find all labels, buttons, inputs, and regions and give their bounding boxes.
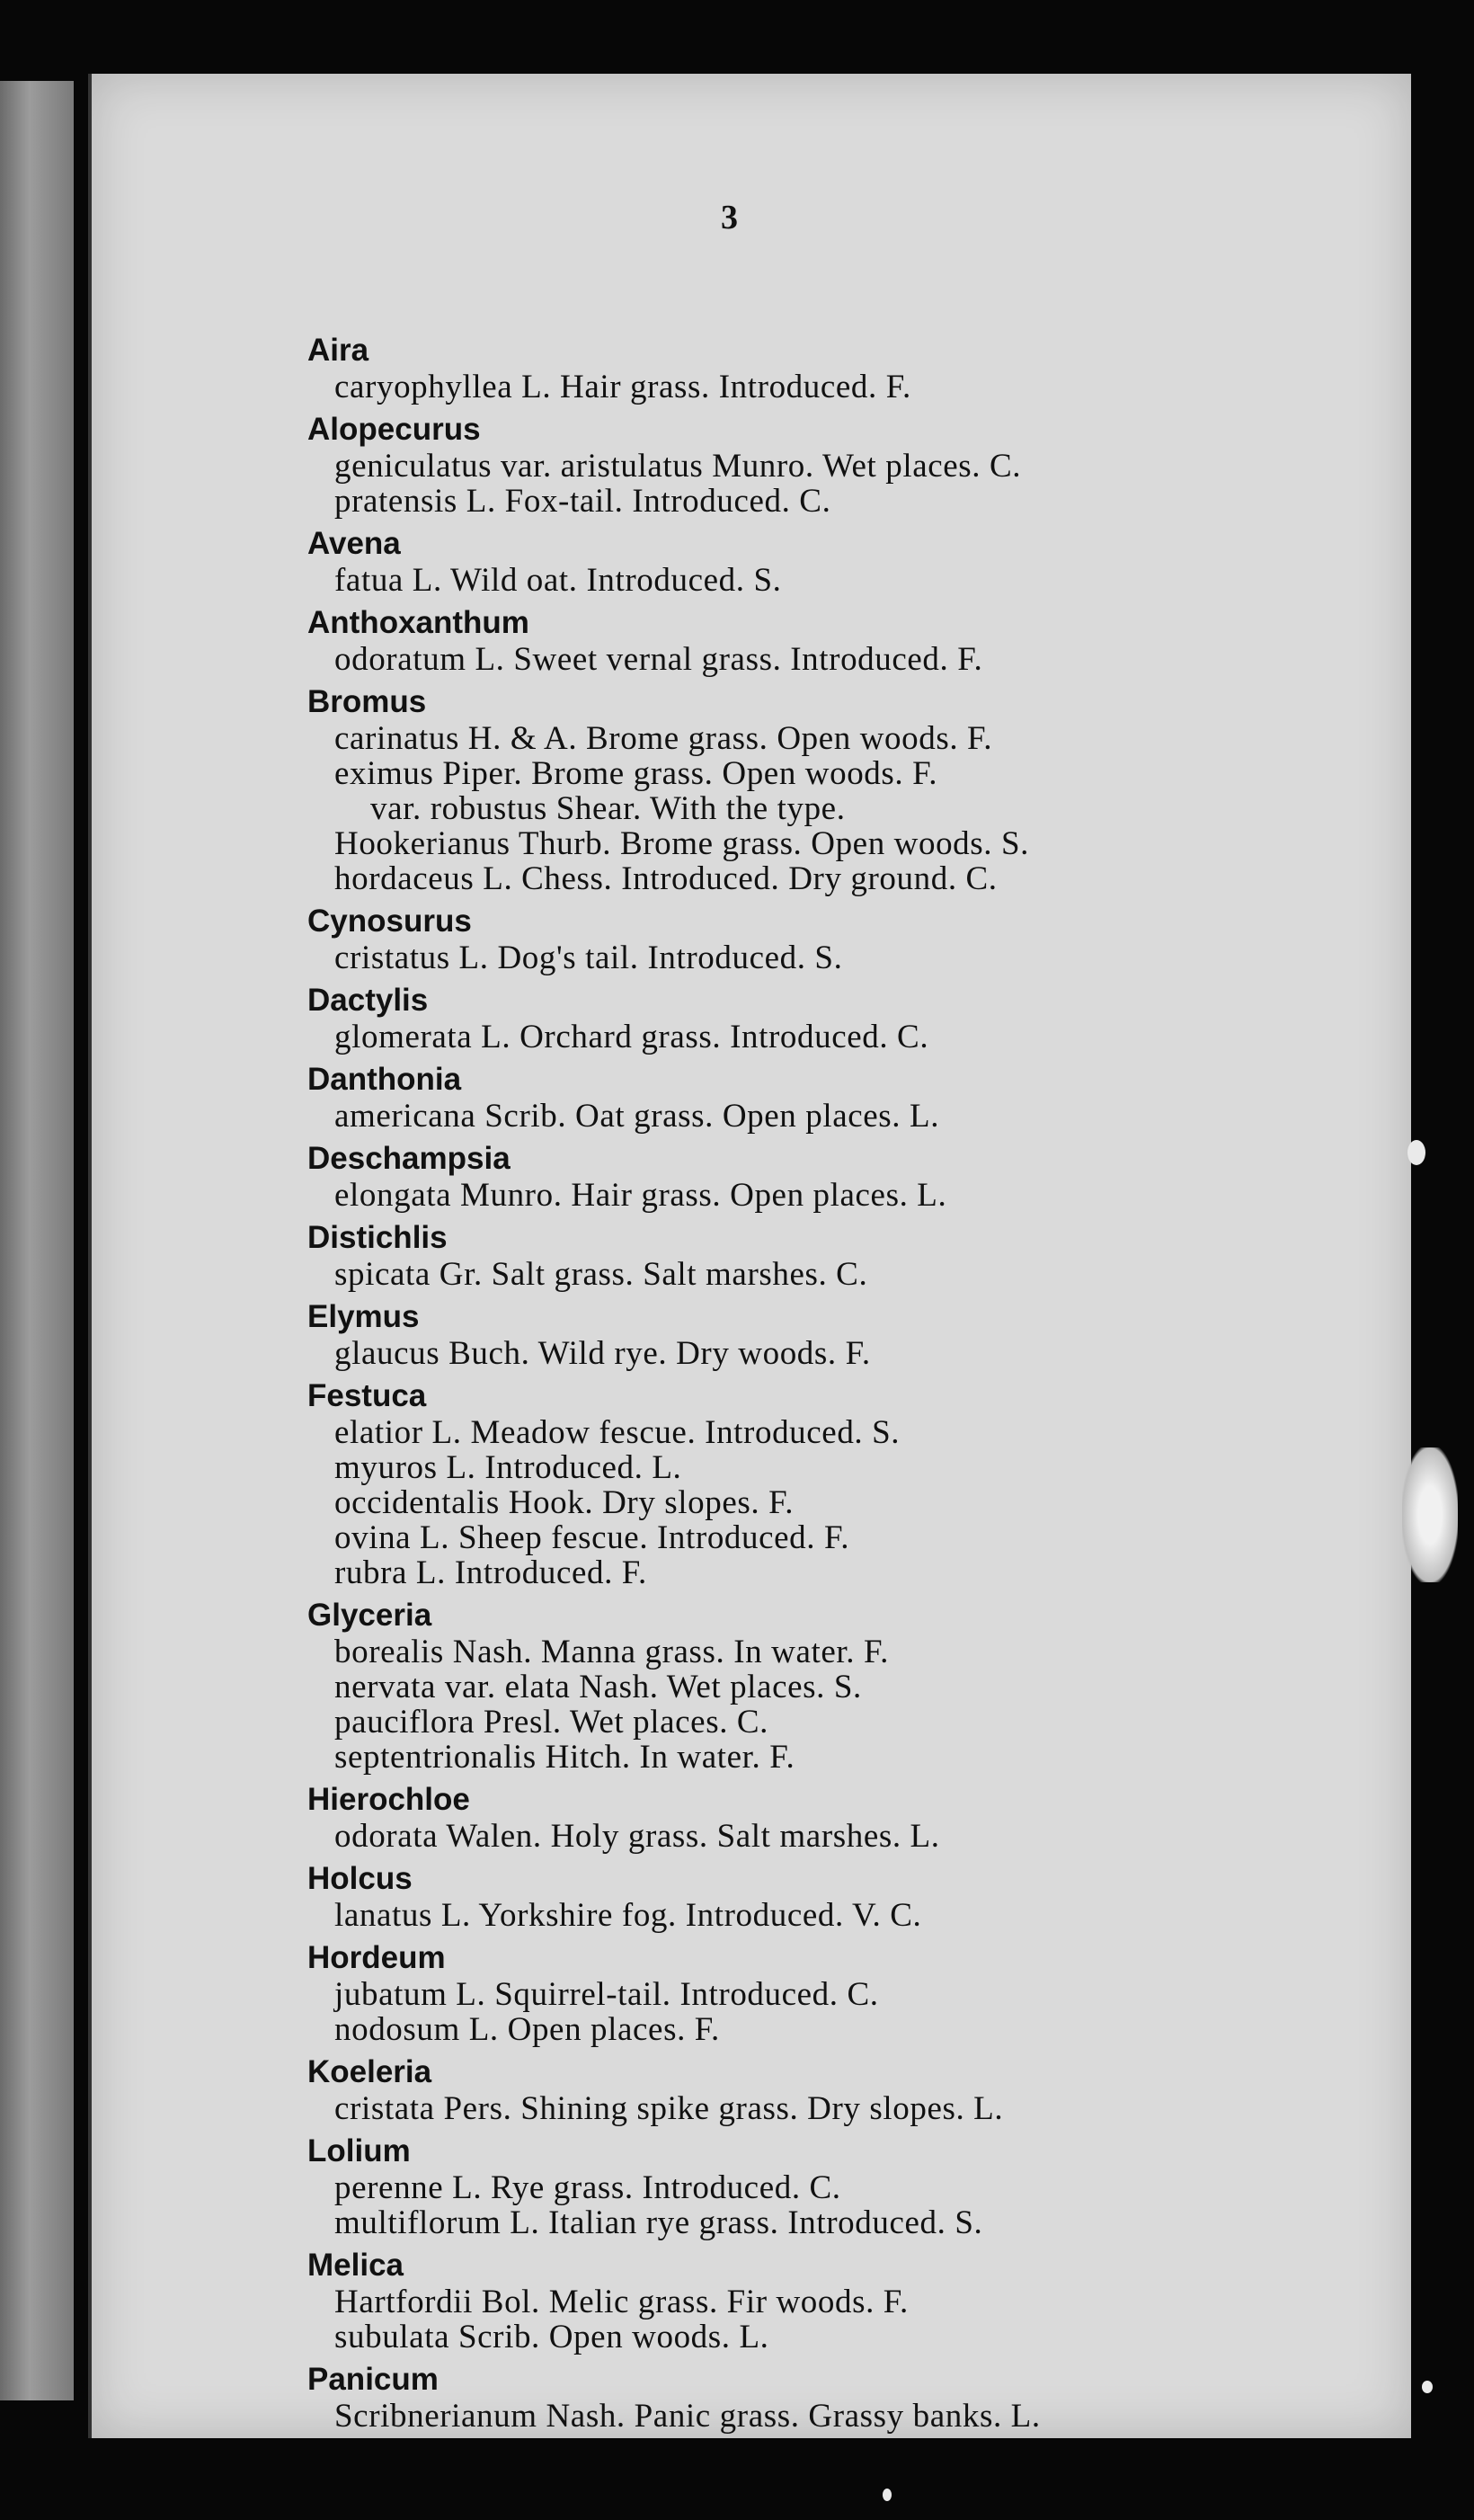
genus-heading: Anthoxanthum: [307, 605, 529, 640]
species-entry: glomerata L. Orchard grass. Introduced. C.: [334, 1019, 929, 1055]
species-entry: septentrionalis Hitch. In water. F.: [334, 1739, 795, 1776]
genus-heading: Holcus: [307, 1861, 413, 1896]
species-entry: americana Scrib. Oat grass. Open places. L.: [334, 1098, 940, 1135]
species-entry: fatua L. Wild oat. Introduced. S.: [334, 562, 782, 599]
species-entry: carinatus H. & A. Brome grass. Open woods. F.: [334, 720, 993, 757]
genus-heading: Festuca: [307, 1378, 427, 1413]
genus-heading: Hordeum: [307, 1940, 446, 1975]
variety-entry: var. robustus Shear. With the type.: [370, 790, 846, 827]
genus-heading: Avena: [307, 526, 401, 561]
species-entry: elongata Munro. Hair grass. Open places. L.: [334, 1177, 947, 1214]
adjacent-page-edge: [0, 81, 74, 2400]
species-entry: cristata Pers. Shining spike grass. Dry slopes. L.: [334, 2090, 1004, 2127]
genus-heading: Hierochloe: [307, 1782, 470, 1817]
genus-heading: Danthonia: [307, 1062, 462, 1097]
paper-speck: [1422, 2381, 1433, 2393]
genus-heading: Koeleria: [307, 2054, 432, 2089]
species-entry: cristatus L. Dog's tail. Introduced. S.: [334, 939, 843, 976]
genus-heading: Bromus: [307, 684, 427, 719]
torn-paper-fragment: [1402, 1447, 1458, 1582]
species-entry: multiflorum L. Italian rye grass. Introduced. S.: [334, 2204, 983, 2241]
species-entry: odorata Walen. Holy grass. Salt marshes. L.: [334, 1818, 940, 1855]
species-entry: pratensis L. Fox-tail. Introduced. C.: [334, 483, 831, 520]
species-entry: myuros L. Introduced. L.: [334, 1449, 682, 1486]
species-entry: nervata var. elata Nash. Wet places. S.: [334, 1669, 862, 1705]
species-entry: caryophyllea L. Hair grass. Introduced. F.: [334, 369, 911, 405]
paper-speck: [883, 2489, 892, 2501]
genus-heading: Cynosurus: [307, 904, 472, 939]
genus-heading: Panicum: [307, 2362, 439, 2397]
species-entry: pauciflora Presl. Wet places. C.: [334, 1704, 769, 1741]
genus-heading: Melica: [307, 2248, 404, 2283]
species-entry: occidentalis Hook. Dry slopes. F.: [334, 1484, 795, 1521]
species-entry: Hartfordii Bol. Melic grass. Fir woods. F.: [334, 2284, 909, 2320]
species-list: [307, 325, 1386, 2434]
book-page: [88, 74, 1411, 2438]
species-entry: subulata Scrib. Open woods. L.: [334, 2319, 769, 2355]
genus-heading: Aira: [307, 333, 369, 368]
genus-heading: Deschampsia: [307, 1141, 511, 1176]
genus-heading: Lolium: [307, 2133, 411, 2168]
species-entry: Scribnerianum Nash. Panic grass. Grassy banks. L.: [334, 2398, 1041, 2435]
species-entry: borealis Nash. Manna grass. In water. F.: [334, 1634, 890, 1670]
species-entry: rubra L. Introduced. F.: [334, 1554, 647, 1591]
species-entry: perenne L. Rye grass. Introduced. C.: [334, 2169, 841, 2206]
species-entry: eximus Piper. Brome grass. Open woods. F.: [334, 755, 938, 792]
genus-heading: Elymus: [307, 1299, 420, 1334]
species-entry: spicata Gr. Salt grass. Salt marshes. C.: [334, 1256, 868, 1293]
species-entry: lanatus L. Yorkshire fog. Introduced. V. C.: [334, 1897, 922, 1934]
species-entry: Hookerianus Thurb. Brome grass. Open woods. S.: [334, 825, 1030, 862]
species-entry: hordaceus L. Chess. Introduced. Dry ground. C.: [334, 860, 998, 897]
species-entry: glaucus Buch. Wild rye. Dry woods. F.: [334, 1335, 871, 1372]
genus-heading: Distichlis: [307, 1220, 448, 1255]
species-entry: jubatum L. Squirrel-tail. Introduced. C.: [334, 1976, 879, 2013]
species-entry: ovina L. Sheep fescue. Introduced. F.: [334, 1519, 850, 1556]
genus-heading: Dactylis: [307, 983, 429, 1018]
genus-heading: Glyceria: [307, 1598, 432, 1633]
page-number: 3: [721, 199, 738, 236]
species-entry: odoratum L. Sweet vernal grass. Introduced. F.: [334, 641, 983, 678]
species-entry: nodosum L. Open places. F.: [334, 2011, 720, 2048]
genus-heading: Alopecurus: [307, 412, 481, 447]
species-entry: elatior L. Meadow fescue. Introduced. S.: [334, 1414, 901, 1451]
species-entry: geniculatus var. aristulatus Munro. Wet places. C.: [334, 448, 1022, 485]
paper-speck: [1407, 1140, 1425, 1165]
